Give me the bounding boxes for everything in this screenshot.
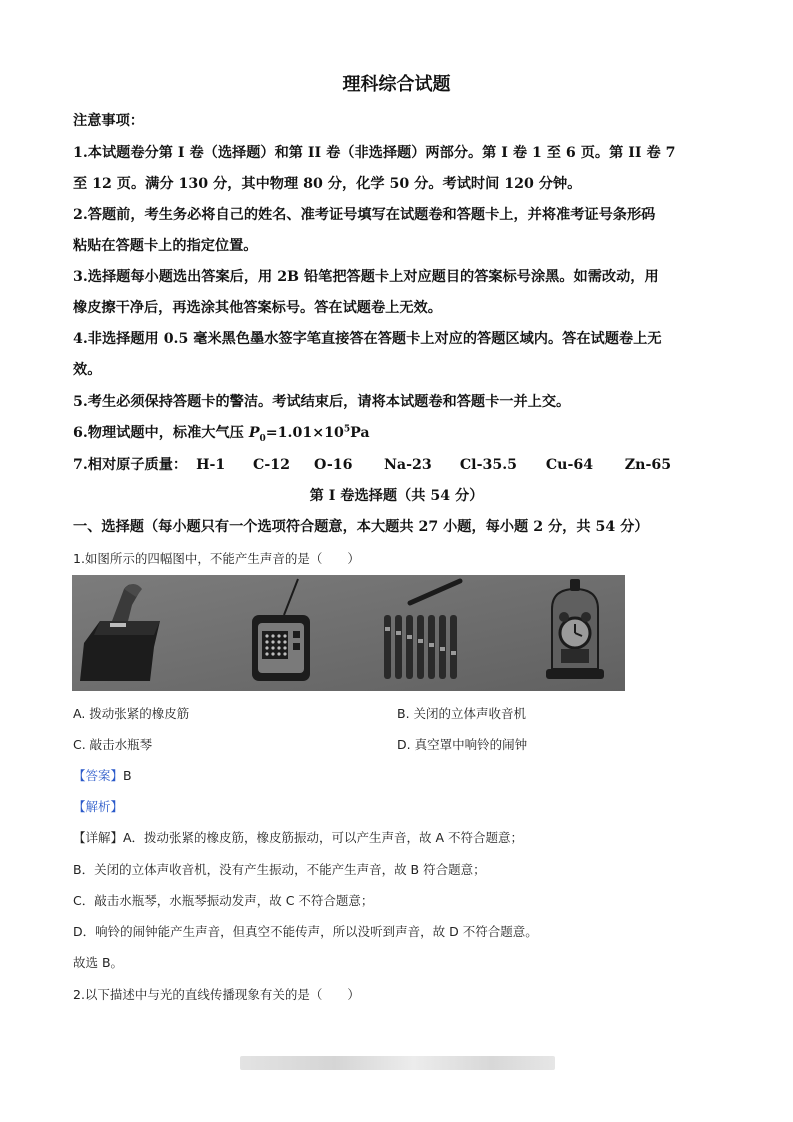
answer-value: B <box>123 768 132 783</box>
atom-na: Na-23 <box>383 457 432 473</box>
q1-figure <box>72 575 625 691</box>
notice-item-5: 5.考生必须保持答题卡的警洁。考试结束后，请将本试题卷和答题卡一并上交。 <box>73 394 571 410</box>
notice-item-2-line1: 2.答题前，考生务必将自己的姓名、准考证号填写在试题卷和答题卡上，并将准考证号条形码 <box>73 207 656 223</box>
notice-item-4-line2: 效。 <box>73 362 102 378</box>
atom-zn: Zn-65 <box>624 457 672 473</box>
section-title: 第 I 卷选择题（共 54 分） <box>309 488 484 504</box>
page-title: 理科综合试题 <box>342 74 451 95</box>
notice-item-1-line1: 1.本试题卷分第 I 卷（选择题）和第 II 卷（非选择题）两部分。第 I 卷 1 至 6 页。第 II 卷 7 <box>73 145 676 161</box>
atoms-label: 7.相对原子质量： <box>73 457 188 473</box>
item6-sup: 5 <box>343 424 351 435</box>
notice-heading: 注意事项： <box>73 113 144 129</box>
q1-stem: 1.如图所示的四幅图中，不能产生声音的是（ ） <box>73 551 360 566</box>
q1-figure-drawing <box>72 575 625 691</box>
notice-item-7 <box>73 454 671 474</box>
atom-cl: Cl-35.5 <box>459 457 518 473</box>
q1-option-c: C. 敲击水瓶琴 <box>73 737 153 752</box>
detail-line-3: C．敲击水瓶琴，水瓶琴振动发声，故 C 不符合题意； <box>73 893 374 908</box>
notice-item-6 <box>73 422 370 444</box>
notice-item-1-line2: 至 12 页。满分 130 分，其中物理 80 分，化学 50 分。考试时间 120 分钟。 <box>73 176 582 192</box>
conclusion: 故选 B。 <box>73 955 124 970</box>
notice-item-3-line2: 橡皮擦干净后，再选涂其他答案标号。答在试题卷上无效。 <box>73 300 442 316</box>
q1-answer <box>73 766 132 784</box>
answer-label: 【答案】 <box>73 768 124 783</box>
notice-item-4-line1: 4.非选择题用 0.5 毫米黑色墨水签字笔直接答在答题卡上对应的答题区域内。答在试题卷上无 <box>73 331 662 347</box>
q1-option-a: A. 拨动张紧的橡皮筋 <box>73 706 190 721</box>
analysis-label: 【解析】 <box>73 799 124 814</box>
part-title: 一、选择题（每小题只有一个选项符合题意，本大题共 27 小题，每小题 2 分，共 54 分） <box>73 519 649 535</box>
item6-sub: 0 <box>259 433 266 444</box>
notice-item-2-line2: 粘贴在答题卡上的指定位置。 <box>73 238 258 254</box>
footer-watermark <box>240 1056 555 1070</box>
q2-stem: 2.以下描述中与光的直线传播现象有关的是（ ） <box>73 987 360 1002</box>
detail-line-2: B．关闭的立体声收音机，没有产生振动，不能产生声音，故 B 符合题意； <box>73 862 486 877</box>
notice-item-3-line1: 3.选择题每小题选出答案后，用 2B 铅笔把答题卡上对应题目的答案标号涂黑。如需改动，用 <box>73 269 659 285</box>
atom-o: O-16 <box>313 457 353 473</box>
q1-option-b: B. 关闭的立体声收音机 <box>397 706 527 721</box>
item6-prefix: 6.物理试题中，标准大气压 <box>73 425 249 441</box>
item6-var: P <box>248 425 260 441</box>
item6-unit: Pa <box>350 425 370 441</box>
atom-h: H-1 <box>196 457 226 473</box>
atom-cu: Cu-64 <box>545 457 594 473</box>
detail-line-4: D．响铃的闹钟能产生声音，但真空不能传声，所以没听到声音，故 D 不符合题意。 <box>73 924 538 939</box>
item6-mid: =1.01×10 <box>265 425 344 441</box>
detail-line-1: 【详解】A．拨动张紧的橡皮筋，橡皮筋振动，可以产生声音，故 A 不符合题意； <box>73 830 524 845</box>
atom-c: C-12 <box>253 457 290 473</box>
q1-option-d: D. 真空罩中响铃的闹钟 <box>397 737 528 752</box>
